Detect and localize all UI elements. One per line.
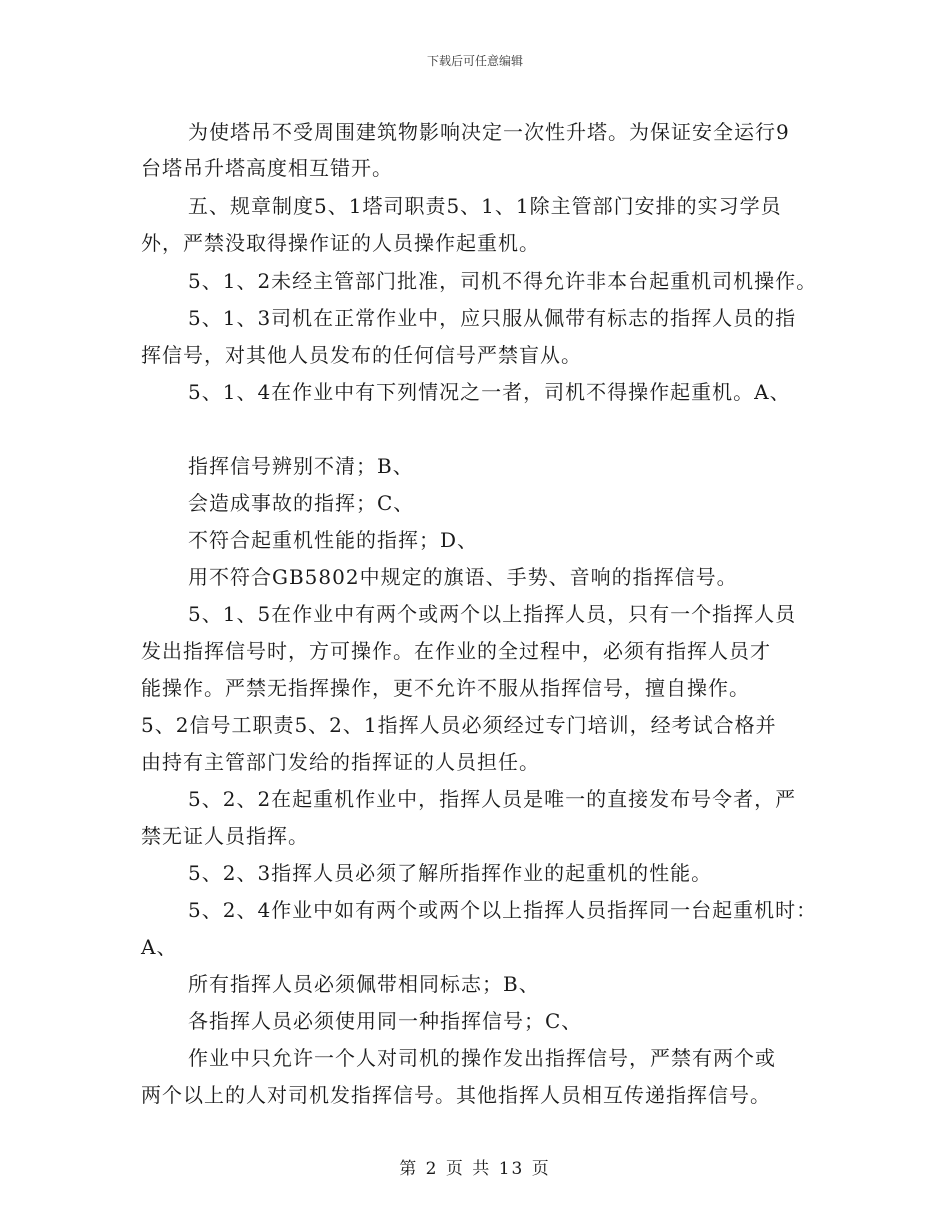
text-line: 能操作。严禁无指挥操作，更不允许不服从指挥信号，擅自操作。	[141, 676, 750, 700]
text-line: 5、1、3司机在正常作业中，应只服从佩带有标志的指挥人员的指	[188, 306, 797, 330]
text-line: 禁无证人员指挥。	[141, 824, 309, 848]
text-line: 两个以上的人对司机发指挥信号。其他指挥人员相互传递指挥信号。	[141, 1083, 771, 1107]
text-line: 由持有主管部门发给的指挥证的人员担任。	[141, 750, 540, 774]
text-line: 5、1、4在作业中有下列情况之一者，司机不得操作起重机。A、	[188, 380, 791, 404]
footer-prefix: 第	[399, 1159, 419, 1179]
text-line: A、	[141, 935, 178, 959]
text-line: 指挥信号辨别不清；B、	[188, 454, 414, 478]
text-line: 会造成事故的指挥；C、	[188, 491, 415, 515]
text-line: 不符合起重机性能的指挥；D、	[188, 528, 479, 552]
text-line: 所有指挥人员必须佩带相同标志；B、	[188, 972, 540, 996]
footer-total-pages: 13	[498, 1159, 525, 1179]
text-line: 5、1、5在作业中有两个或两个以上指挥人员，只有一个指挥人员	[188, 602, 797, 626]
footer-suffix: 页	[531, 1159, 551, 1179]
footer-page-number: 2	[425, 1159, 439, 1179]
text-line: 为使塔吊不受周围建筑物影响决定一次性升塔。为保证安全运行9	[188, 120, 790, 144]
text-line: 5、2、4作业中如有两个或两个以上指挥人员指挥同一台起重机时：	[188, 898, 818, 922]
text-line: 台塔吊升塔高度相互错开。	[141, 156, 393, 180]
text-line: 5、2、3指挥人员必须了解所指挥作业的起重机的性能。	[188, 861, 713, 885]
text-line: 发出指挥信号时，方可操作。在作业的全过程中，必须有指挥人员才	[141, 639, 771, 663]
text-line: 外，严禁没取得操作证的人员操作起重机。	[141, 231, 540, 255]
text-line: 5、2信号工职责5、2、1指挥人员必须经过专门培训，经考试合格并	[141, 713, 777, 737]
page-footer	[0, 1154, 950, 1179]
text-line: 五、规章制度5、1塔司职责5、1、1除主管部门安排的实习学员	[188, 194, 782, 218]
footer-middle: 页 共	[445, 1159, 492, 1179]
text-line: 作业中只允许一个人对司机的操作发出指挥信号，严禁有两个或	[188, 1046, 776, 1070]
page-header: 下载后可任意编辑	[426, 54, 523, 68]
text-line: 挥信号，对其他人员发布的任何信号严禁盲从。	[141, 343, 582, 367]
text-line: 5、2、2在起重机作业中，指挥人员是唯一的直接发布号令者，严	[188, 787, 797, 811]
text-line: 用不符合GB5802中规定的旗语、手势、音响的指挥信号。	[188, 565, 738, 589]
text-line: 5、1、2未经主管部门批准，司机不得允许非本台起重机司机操作。	[188, 269, 818, 293]
text-line: 各指挥人员必须使用同一种指挥信号；C、	[188, 1009, 583, 1033]
